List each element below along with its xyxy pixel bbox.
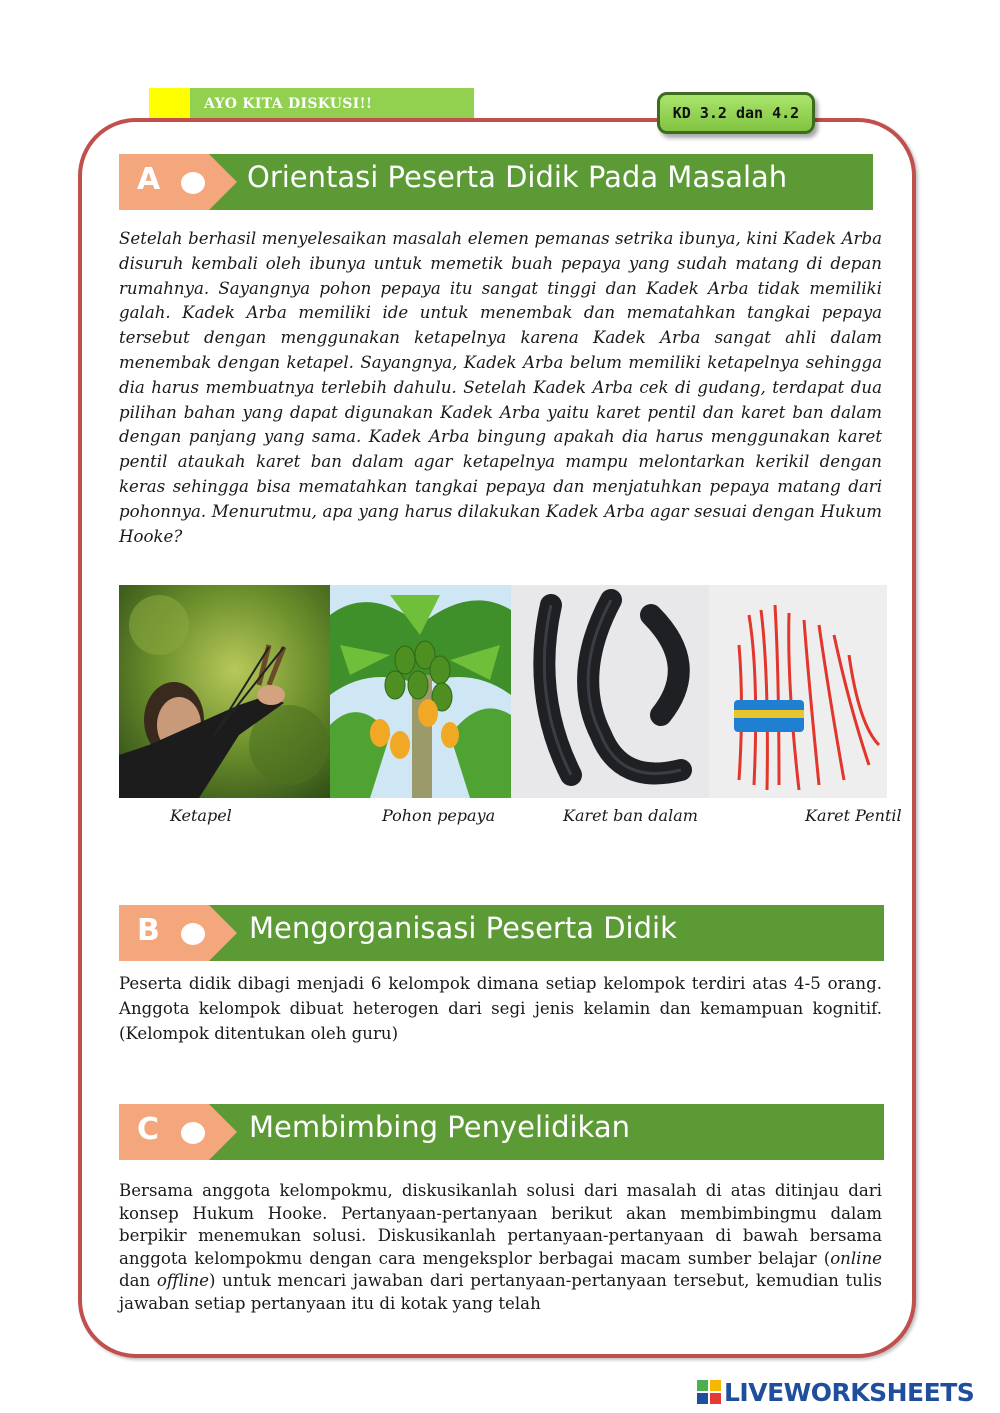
caption-pohon-pepaya: Pohon pepaya: [382, 806, 496, 825]
section-c-text: Bersama anggota kelompokmu, diskusikanlah solusi dari masalah di atas ditinjau dari konsep Hukum Hooke. Pertanyaan-pertanyaan berikut akan membimbingmu dalam berpikir menemukan solusi. Diskusikanlah pertanyaan-pertanyaan di bawah bersama anggota kelompokmu dengan cara mengeksplor berbagai macam sumber belajar (: [119, 1181, 882, 1268]
section-a-header: [119, 154, 873, 210]
kd-badge: KD 3.2 dan 4.2: [657, 92, 815, 134]
photo-strip: [119, 585, 887, 798]
section-letter: B: [137, 913, 160, 948]
section-c-header: [119, 1104, 884, 1160]
section-a-paragraph: Setelah berhasil menyelesaikan masalah elemen pemanas setrika ibunya, kini Kadek Arba disuruh kembali oleh ibunya untuk memetik buah pepaya yang sudah matang di depan rumahnya. Sayangnya pohon pepaya itu sangat tinggi dan Kadek Arba tidak memiliki galah. Kadek Arba memiliki ide untuk menembak dan mematahkan tangkai pepaya tersebut dengan menggunakan ketapelnya karena Kadek Arba sangat ahli dalam menembak dengan ketapel. Sayangnya, Kadek Arba belum memiliki ketapelnya sehingga dia harus membuatnya terlebih dahulu. Setelah Kadek Arba cek di gudang, terdapat dua pilihan bahan yang dapat digunakan Kadek Arba yaitu karet pentil dan karet ban dalam dengan panjang yang sama. Kadek Arba bingung apakah dia harus menggunakan karet pentil ataukah karet ban dalam agar ketapelnya mampu melontarkan kerikil dengan keras sehingga bisa mematahkan tangkai pepaya dan menjatuhkan pepaya matang dari pohonnya. Menurutmu, apa yang harus dilakukan Kadek Arba agar sesuai dengan Hukum Hooke?: [119, 229, 882, 546]
section-b-header: [119, 905, 884, 961]
caption-karet-pentil: Karet Pentil: [805, 806, 902, 825]
section-letter: A: [137, 162, 161, 197]
photo-pohon-pepaya: [330, 585, 511, 798]
photo-karet-pentil: [709, 585, 887, 798]
circle-icon: [181, 172, 205, 194]
section-b-paragraph: Peserta didik dibagi menjadi 6 kelompok dimana setiap kelompok terdiri atas 4-5 orang. Anggota kelompok dibuat heterogen dari segi jenis kelamin dan kemampuan kognitif. (Kelompok ditentukan oleh guru): [119, 974, 882, 1043]
liveworksheets-brand: LIVEWORKSHEETS: [724, 1378, 975, 1407]
section-title: Orientasi Peserta Didik Pada Masalah: [247, 160, 788, 194]
section-letter: C: [137, 1112, 160, 1147]
section-c-offline: offline: [156, 1271, 210, 1290]
photo-ketapel: [119, 585, 330, 798]
banner-label: AYO KITA DISKUSI!!: [204, 96, 373, 112]
section-title: Mengorganisasi Peserta Didik: [249, 911, 677, 945]
caption-karet-ban-dalam: Karet ban dalam: [563, 806, 698, 825]
section-c-paragraph: [119, 1180, 882, 1315]
liveworksheets-logo-icon: [697, 1380, 721, 1404]
liveworksheets-watermark: [697, 1378, 974, 1407]
photo-karet-ban-dalam: [511, 585, 709, 798]
circle-icon: [181, 1122, 205, 1144]
caption-ketapel: Ketapel: [170, 806, 232, 825]
section-c-text: ) untuk mencari jawaban dari pertanyaan-pertanyaan tersebut, kemudian tulis jawaban setiap pertanyaan itu di kotak yang telah: [119, 1271, 882, 1313]
circle-icon: [181, 923, 205, 945]
section-title: Membimbing Penyelidikan: [249, 1110, 630, 1144]
section-c-online: online: [830, 1248, 882, 1268]
section-c-text: dan: [119, 1271, 157, 1290]
